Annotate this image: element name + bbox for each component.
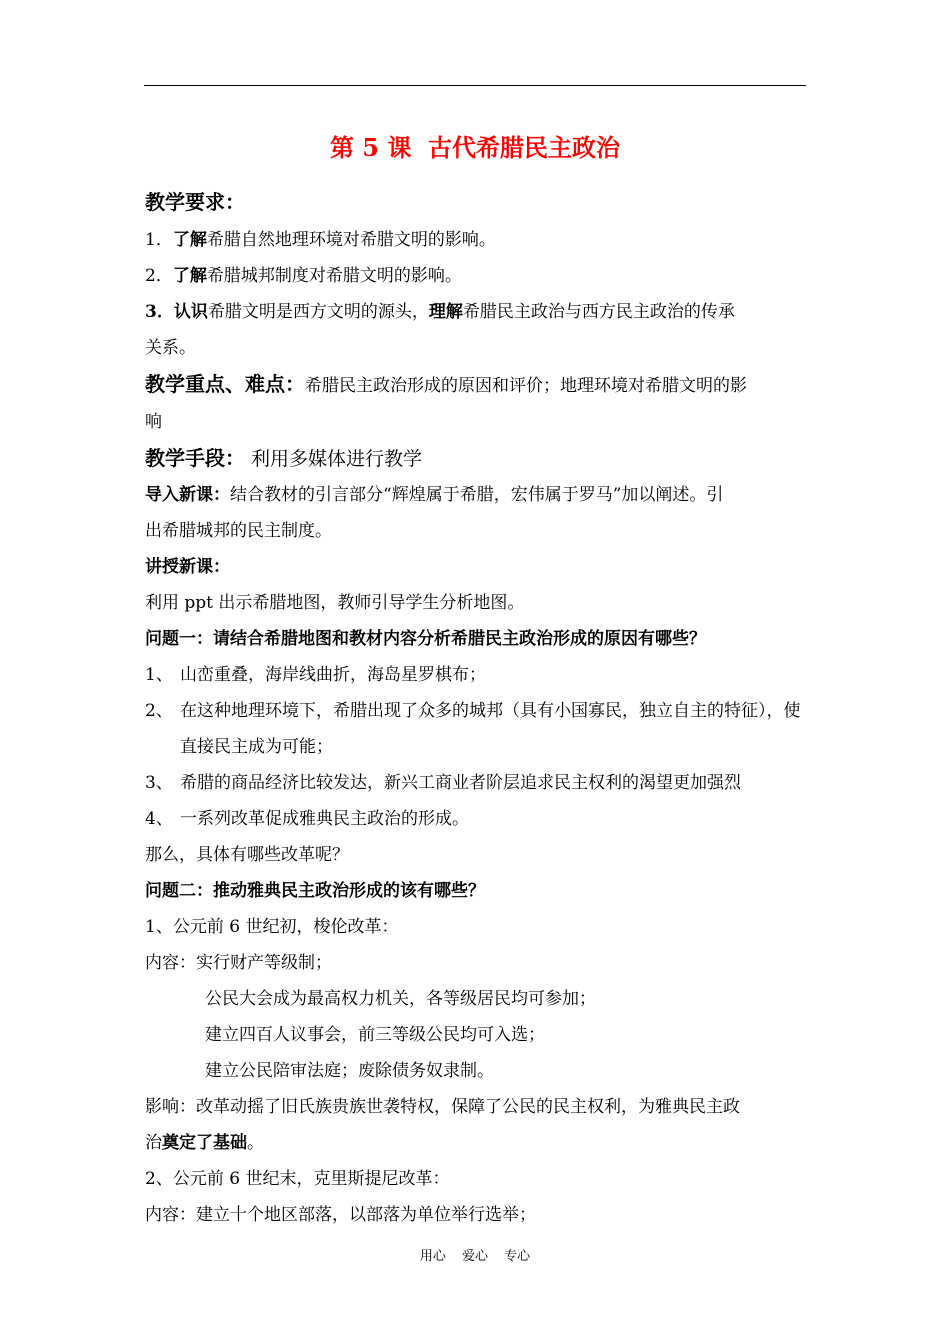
question-1-item: 2、 在这种地理环境下，希腊出现了众多的城邦（具有小国寡民，独立自主的特征），使直接民主成为可能； <box>145 701 801 757</box>
reform-2-content: 内容：建立十个地区部落，以部落为单位举行选举； <box>145 1205 536 1225</box>
question-2-heading: 问题二：推动雅典民主政治形成的该有哪些？ <box>145 881 485 901</box>
requirement-item-1: 1．了解希腊自然地理环境对希腊文明的影响。 <box>145 230 496 250</box>
document-body <box>145 184 809 1233</box>
page-title: 第 5 课 古代希腊民主政治 <box>329 133 621 162</box>
key-points: 教学重点、难点：希腊民主政治形成的原因和评价；地理环境对希腊文明的影 <box>145 372 747 396</box>
key-points-cont: 响 <box>145 412 162 432</box>
reform-1-title: 1、公元前 6 世纪初，梭伦改革： <box>145 917 399 937</box>
reform-1-content: 建立公民陪审法庭；废除债务奴隶制。 <box>205 1061 494 1081</box>
requirement-item-2: 2．了解希腊城邦制度对希腊文明的影响。 <box>145 266 462 286</box>
reform-1-impact-cont: 治奠定了基础。 <box>145 1133 264 1153</box>
question-1-item: 3、 希腊的商品经济比较发达，新兴工商业者阶层追求民主权利的渴望更加强烈 <box>145 773 741 793</box>
requirement-item-3: 3．认识希腊文明是西方文明的源头，理解希腊民主政治与西方民主政治的传承 <box>145 302 735 322</box>
teach-heading: 讲授新课： <box>145 557 230 577</box>
question-1-followup: 那么，具体有哪些改革呢？ <box>145 845 349 865</box>
reform-2-title: 2、公元前 6 世纪末，克里斯提尼改革： <box>145 1169 450 1189</box>
requirement-item-3-cont: 关系。 <box>145 338 196 358</box>
page-footer: 用心 爱心 专心 <box>419 1249 531 1264</box>
intro-section-cont: 出希腊城邦的民主制度。 <box>145 521 332 541</box>
reform-1-content: 建立四百人议事会，前三等级公民均可入选； <box>205 1025 545 1045</box>
teach-line: 利用 ppt 出示希腊地图，教师引导学生分析地图。 <box>145 593 525 613</box>
question-1-heading: 问题一：请结合希腊地图和教材内容分析希腊民主政治形成的原因有哪些？ <box>145 629 706 649</box>
teaching-means: 教学手段： 利用多媒体进行教学 <box>145 446 423 470</box>
reform-1-impact: 影响：改革动摇了旧氏族贵族世袭特权，保障了公民的民主权利，为雅典民主政 <box>145 1097 740 1117</box>
intro-section: 导入新课：结合教材的引言部分“辉煌属于希腊，宏伟属于罗马”加以阐述。引 <box>145 485 724 505</box>
question-1-item: 1、 山峦重叠，海岸线曲折，海岛星罗棋布； <box>145 665 486 685</box>
reform-1-content: 公民大会成为最高权力机关，各等级居民均可参加； <box>205 989 596 1009</box>
header-rule <box>144 85 806 86</box>
question-1-item: 4、 一系列改革促成雅典民主政治的形成。 <box>145 809 469 829</box>
requirements-heading: 教学要求： <box>145 190 245 214</box>
reform-1-content: 内容：实行财产等级制； <box>145 953 332 973</box>
